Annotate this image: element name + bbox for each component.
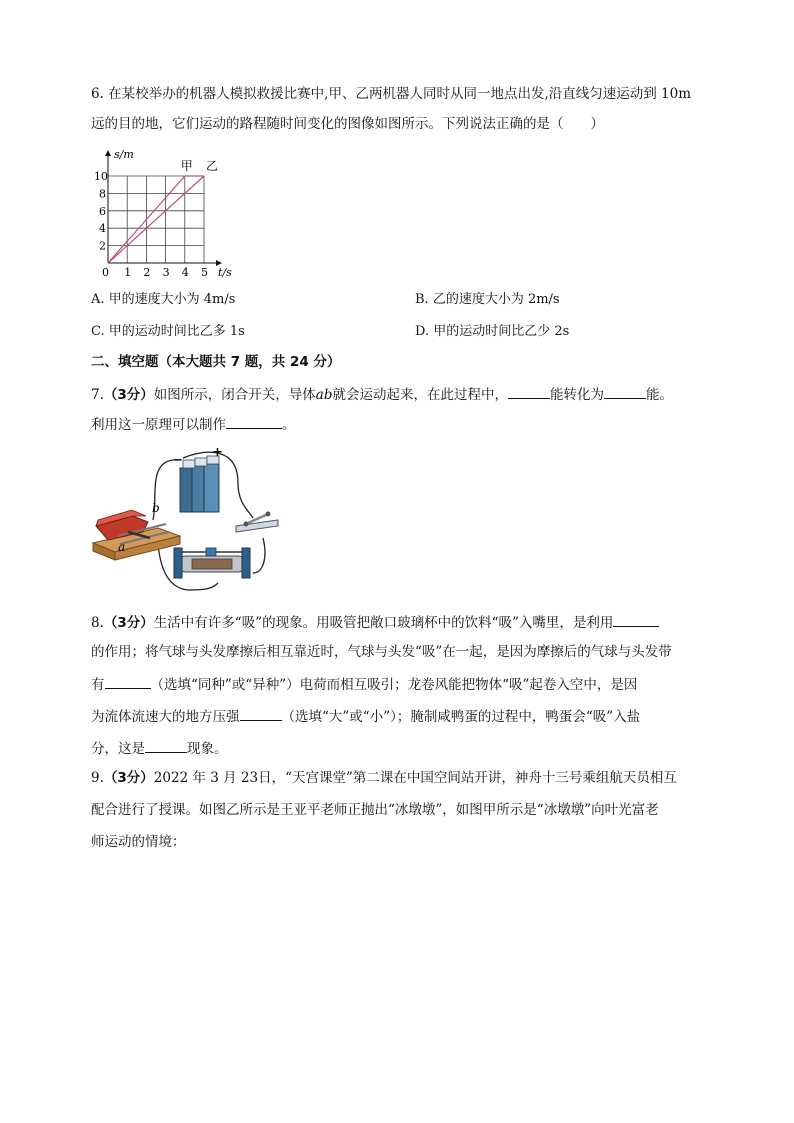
q6-option-a[interactable]: A. 甲的速度大小为 4m/s [91,292,236,307]
x-tick-label: 0 [102,266,109,278]
q8-text-5a: 分，这是 [91,741,145,757]
q7-score: （3分） [103,387,154,403]
wire [253,538,265,573]
q8-text-5b: 现象。 [187,741,228,757]
y-tick-label: 6 [99,204,106,218]
q7-text-1d: 能。 [646,387,673,403]
q8-text-4b: （选填“大”或“小”）；腌制咸鸭蛋的过程中，鸭蛋会“吸”入盐 [281,709,641,725]
chart-axes [105,150,222,266]
series-label-yi: 乙 [206,159,219,173]
battery-pack [180,456,219,512]
y-tick-label: 8 [99,187,106,201]
q8-number: 8. [91,615,104,631]
q9-number: 9. [91,770,104,786]
q6-stem-line2: 远的目的地，它们运动的路程随时间变化的图像如图所示。下列说法正确的是（ ） [91,116,604,132]
y-axis-label: s/m [114,148,134,161]
conductor-label-b: b [152,501,160,515]
q7-text-1a: 如图所示，闭合开关，导体 [153,387,316,403]
x-tick-label: 1 [124,266,132,278]
q7-conductor-label: ab [315,387,333,403]
q7-line1 [91,384,673,405]
q8-line4 [91,706,640,727]
q8-text-3a: 有 [91,677,105,693]
q9-line1 [91,768,677,788]
series-line-yi [108,176,204,263]
x-tick-label: 2 [143,266,151,278]
q8-blank-4[interactable] [145,738,187,753]
q9-score: （3分） [103,770,154,786]
q8-line2: 的作用；将气球与头发摩擦后相互靠近时，气球与头发“吸”在一起，是因为摩擦后的气球与头发带 [91,644,672,660]
q8-text-1: 生活中有许多“吸”的现象。用吸管把敞口玻璃杯中的饮料“吸”入嘴里，是利用 [153,615,614,631]
chart-series [108,176,204,263]
q6-option-c[interactable]: C. 甲的运动时间比乙多 1s [91,324,245,339]
q7-motor-apparatus-figure [88,448,288,598]
y-axis-arrow [105,150,111,156]
q6-stem-line1: 6. 在某校举办的机器人模拟救援比赛中,甲、乙两机器人同时从同一地点出发,沿直线匀速运动到 10m [91,86,692,102]
q9-text-1: 2022 年 3 月 23日，“天宫课堂”第二课在中国空间站开讲，神舟十三号乘组航天员相互 [153,770,677,786]
q8-line5 [91,738,228,759]
q7-blank-2[interactable] [604,384,646,399]
q7-text-1b: 就会运动起来，在此过程中， [332,387,508,403]
x-tick-label: 4 [181,266,189,278]
knife-switch [236,512,278,533]
q7-blank-3[interactable] [226,414,282,429]
q9-line2: 配合进行了授课。如图乙所示是王亚平老师正抛出“冰墩墩”，如图甲所示是“冰墩墩”向叶光富老 [91,802,659,818]
y-tick-label: 4 [99,222,106,236]
q7-text-2b: 。 [282,417,296,433]
q7-text-2a: 利用这一原理可以制作 [91,417,226,433]
q8-text-4a: 为流体流速大的地方压强 [91,709,240,725]
x-axis-label: t/s [218,266,232,278]
q8-text-3b: （选填“同种”或“异种”）电荷而相互吸引；龙卷风能把物体“吸”起卷入空中，是因 [150,677,638,693]
q7-blank-1[interactable] [508,384,550,399]
q7-text-1c: 能转化为 [550,387,604,403]
q7-line2 [91,414,296,435]
q8-line3 [91,674,637,695]
y-tick-label: 2 [99,239,106,253]
q9-line3: 师运动的情境： [91,834,186,850]
series-label-jia: 甲 [180,159,193,173]
q8-score: （3分） [103,615,154,631]
conductor-label-a: a [118,540,126,554]
x-tick-label: 3 [162,266,170,278]
q8-line1 [91,612,659,633]
q6-option-b[interactable]: B. 乙的速度大小为 2m/s [415,292,560,307]
x-tick-label: 5 [201,266,208,278]
q8-blank-1[interactable] [613,612,659,627]
sliding-rheostat [174,548,250,578]
q6-option-d[interactable]: D. 甲的运动时间比乙少 2s [415,324,570,339]
q6-distance-time-chart [88,143,248,278]
q8-blank-2[interactable] [105,674,151,689]
q8-blank-3[interactable] [240,706,282,721]
battery-minus-sign: − [172,453,183,468]
section-heading: 二、填空题（本大题共 7 题，共 24 分） [91,354,341,370]
y-tick-label: 10 [94,170,108,183]
q7-number: 7. [91,387,104,403]
magnet-base [93,510,180,560]
battery-plus-sign: + [212,448,223,460]
